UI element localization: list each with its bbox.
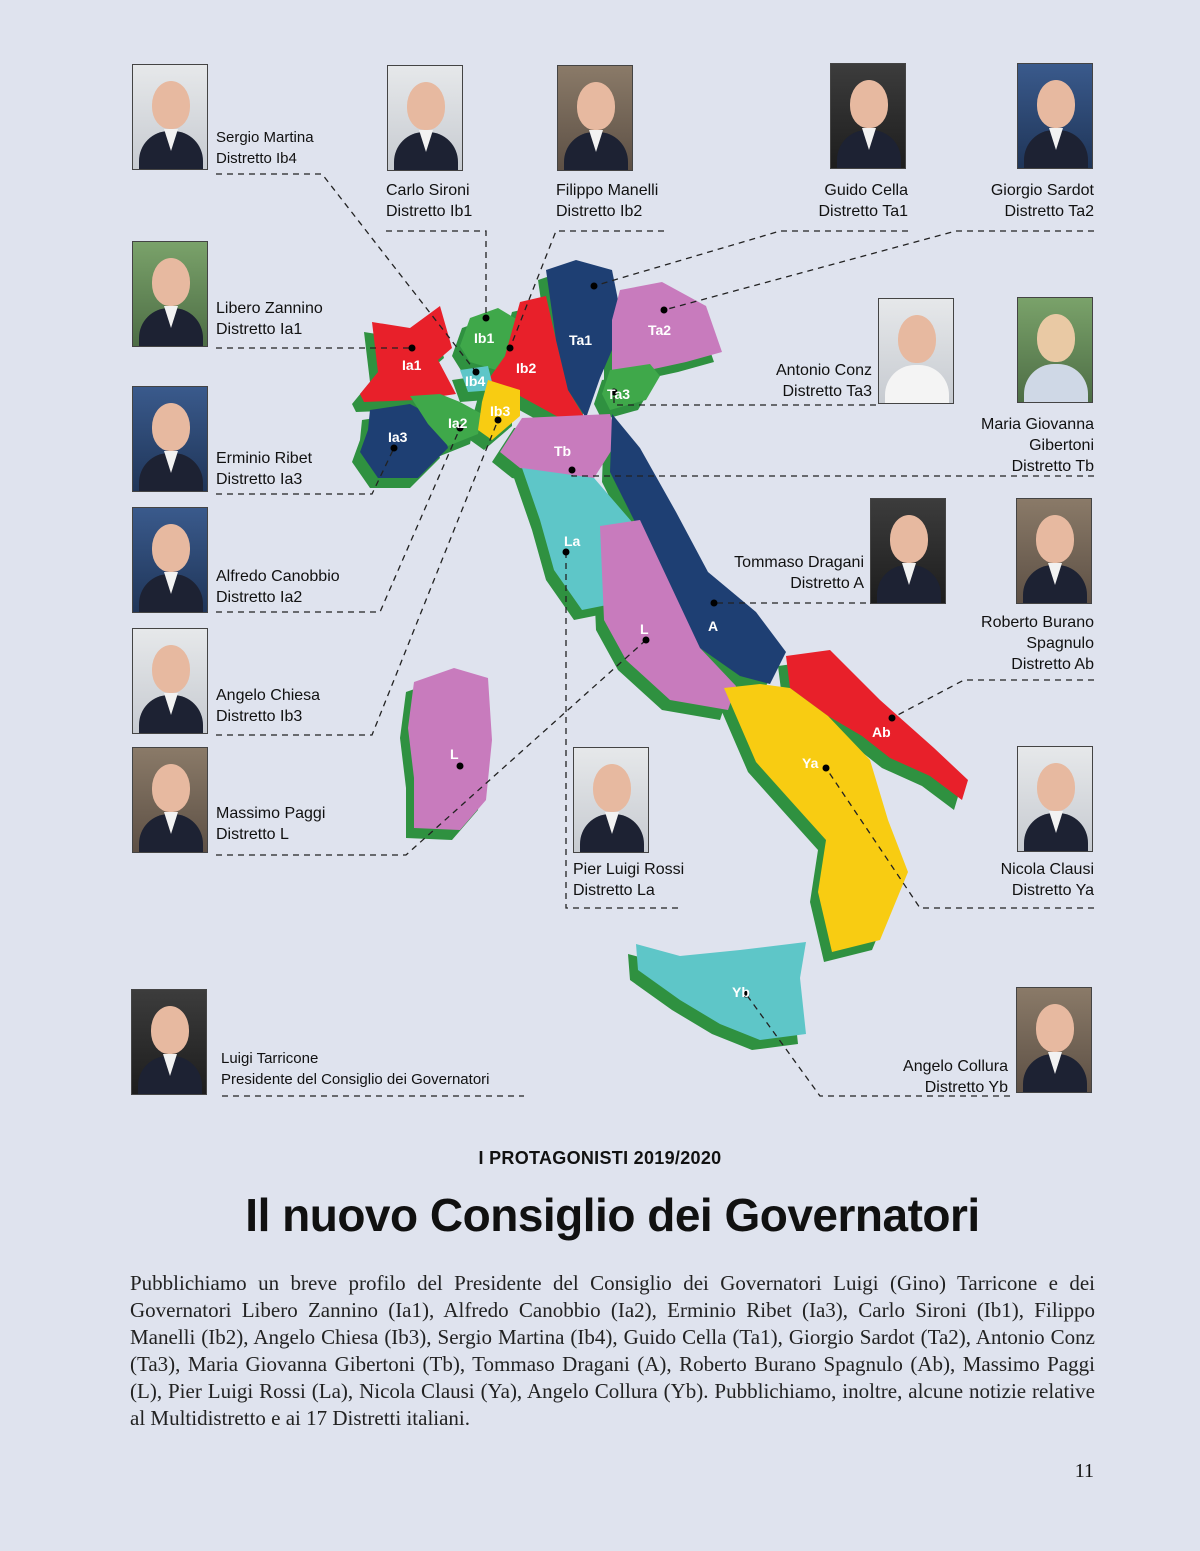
portrait-clausi bbox=[1017, 746, 1093, 852]
name: Luigi Tarricone bbox=[221, 1050, 319, 1067]
name: Massimo Paggi bbox=[216, 805, 326, 822]
district: Distretto A bbox=[790, 575, 864, 592]
name: Pier Luigi Rossi bbox=[573, 861, 685, 878]
caption-paggi bbox=[216, 803, 325, 845]
caption-canobbio bbox=[216, 566, 340, 608]
portrait-tarricone bbox=[131, 989, 207, 1095]
caption-zannino bbox=[216, 298, 323, 340]
caption-chiesa bbox=[216, 685, 320, 727]
caption-manelli bbox=[556, 180, 658, 222]
district: Distretto Ib3 bbox=[216, 708, 303, 725]
map-regions bbox=[360, 260, 968, 1040]
portrait-dragani bbox=[870, 498, 946, 604]
label-ta2: Ta2 bbox=[648, 322, 672, 338]
district: Distretto Ta3 bbox=[782, 383, 872, 400]
label-ta3: Ta3 bbox=[607, 386, 631, 402]
district: Distretto Ia1 bbox=[216, 321, 303, 338]
caption-sironi bbox=[386, 180, 472, 222]
name: Alfredo Canobbio bbox=[216, 568, 340, 585]
district: Distretto Ib1 bbox=[386, 203, 473, 220]
district: Presidente del Consiglio dei Governatori bbox=[221, 1071, 490, 1088]
label-ib2: Ib2 bbox=[516, 360, 537, 376]
caption-gibertoni bbox=[940, 414, 1094, 477]
name: Libero Zannino bbox=[216, 300, 323, 317]
label-a: A bbox=[708, 618, 719, 634]
label-ib1: Ib1 bbox=[474, 330, 495, 346]
caption-cella bbox=[790, 180, 908, 222]
portrait-manelli bbox=[557, 65, 633, 171]
name: Carlo Sironi bbox=[386, 182, 470, 199]
label-l-sardinia: L bbox=[450, 746, 459, 762]
portrait-cella bbox=[830, 63, 906, 169]
district: Distretto Ya bbox=[1011, 882, 1094, 899]
name: Angelo Chiesa bbox=[216, 687, 321, 704]
caption-ribet bbox=[216, 448, 312, 490]
name-line2: Gibertoni bbox=[1029, 437, 1094, 454]
portrait-collura bbox=[1016, 987, 1092, 1093]
district: Distretto Tb bbox=[1011, 458, 1094, 475]
district: Distretto Ab bbox=[1011, 656, 1094, 673]
label-ib3: Ib3 bbox=[490, 403, 511, 419]
district: Distretto Ta2 bbox=[1004, 203, 1094, 220]
portrait-martina bbox=[132, 64, 208, 170]
caption-martina bbox=[216, 127, 314, 169]
section-kicker: I PROTAGONISTI 2019/2020 bbox=[478, 1148, 722, 1168]
label-l: L bbox=[640, 621, 649, 637]
name: Tommaso Dragani bbox=[734, 554, 864, 571]
portrait-canobbio bbox=[132, 507, 208, 613]
caption-sardot bbox=[950, 180, 1094, 222]
label-ib4: Ib4 bbox=[465, 373, 486, 389]
portrait-sardot bbox=[1017, 63, 1093, 169]
caption-dragani bbox=[700, 552, 864, 594]
name: Giorgio Sardot bbox=[990, 182, 1094, 199]
page-title: Il nuovo Consiglio dei Governatori bbox=[245, 1189, 980, 1241]
name: Filippo Manelli bbox=[556, 182, 659, 199]
district: Distretto Ta1 bbox=[818, 203, 908, 220]
name: Sergio Martina bbox=[216, 129, 314, 146]
caption-conz bbox=[740, 360, 872, 402]
portrait-gibertoni bbox=[1017, 297, 1093, 403]
portrait-paggi bbox=[132, 747, 208, 853]
portrait-ribet bbox=[132, 386, 208, 492]
label-ab: Ab bbox=[872, 724, 891, 740]
label-tb: Tb bbox=[554, 443, 572, 459]
portrait-rossi bbox=[573, 747, 649, 853]
label-ia3: Ia3 bbox=[388, 429, 408, 445]
caption-burano bbox=[930, 612, 1094, 675]
district: Distretto La bbox=[573, 882, 655, 899]
label-ia1: Ia1 bbox=[402, 357, 422, 373]
district: Distretto Ia2 bbox=[216, 589, 303, 606]
label-yb: Yb bbox=[732, 984, 750, 1000]
label-la: La bbox=[564, 533, 581, 549]
portrait-sironi bbox=[387, 65, 463, 171]
label-ta1: Ta1 bbox=[569, 332, 593, 348]
district: Distretto L bbox=[216, 826, 289, 843]
intro-paragraph: Pubblichiamo un breve profilo del Presidente del Consiglio dei Governatori Luigi (Gino) Tarricone e dei Governatori Libero Zannino (Ia1), Alfredo Canobbio (Ia2), Erminio Ribet (Ia3), Carlo Sironi (Ib1), Filippo Manelli (Ib2), Angelo Chiesa (Ib3), Sergio Martina (Ib4), Guido Cella (Ta1), Giorgio Sardot (Ta2), Antonio Conz (Ta3), Maria Giovanna Gibertoni (Tb), Tommaso Dragani (A), Roberto Burano Spagnulo (Ab), Massimo Paggi (L), Pier Luigi Rossi (La), Nicola Clausi (Ya), Angelo Collura (Yb). Pubblichiamo, inoltre, alcune notizie relative al Multidistretto e ai 17 Distretti italiani. bbox=[130, 1271, 1095, 1430]
district: Distretto Ib4 bbox=[216, 150, 297, 167]
caption-collura bbox=[860, 1056, 1008, 1098]
name: Antonio Conz bbox=[775, 362, 872, 379]
caption-clausi bbox=[950, 859, 1094, 901]
caption-tarricone bbox=[221, 1048, 489, 1090]
name-line2: Spagnulo bbox=[1026, 635, 1094, 652]
portrait-zannino bbox=[132, 241, 208, 347]
label-ya: Ya bbox=[802, 755, 819, 771]
caption-rossi bbox=[573, 859, 684, 901]
district: Distretto Yb bbox=[924, 1079, 1008, 1096]
page-number: 11 bbox=[1074, 1460, 1094, 1482]
district: Distretto Ia3 bbox=[216, 471, 303, 488]
name-line1: Roberto Burano bbox=[981, 614, 1094, 631]
portrait-conz bbox=[878, 298, 954, 404]
name: Guido Cella bbox=[824, 182, 908, 199]
name: Nicola Clausi bbox=[1000, 861, 1094, 878]
district: Distretto Ib2 bbox=[556, 203, 643, 220]
name-line1: Maria Giovanna bbox=[981, 416, 1094, 433]
name: Erminio Ribet bbox=[216, 450, 313, 467]
portrait-chiesa bbox=[132, 628, 208, 734]
name: Angelo Collura bbox=[903, 1058, 1008, 1075]
label-ia2: Ia2 bbox=[448, 415, 468, 431]
portrait-burano bbox=[1016, 498, 1092, 604]
